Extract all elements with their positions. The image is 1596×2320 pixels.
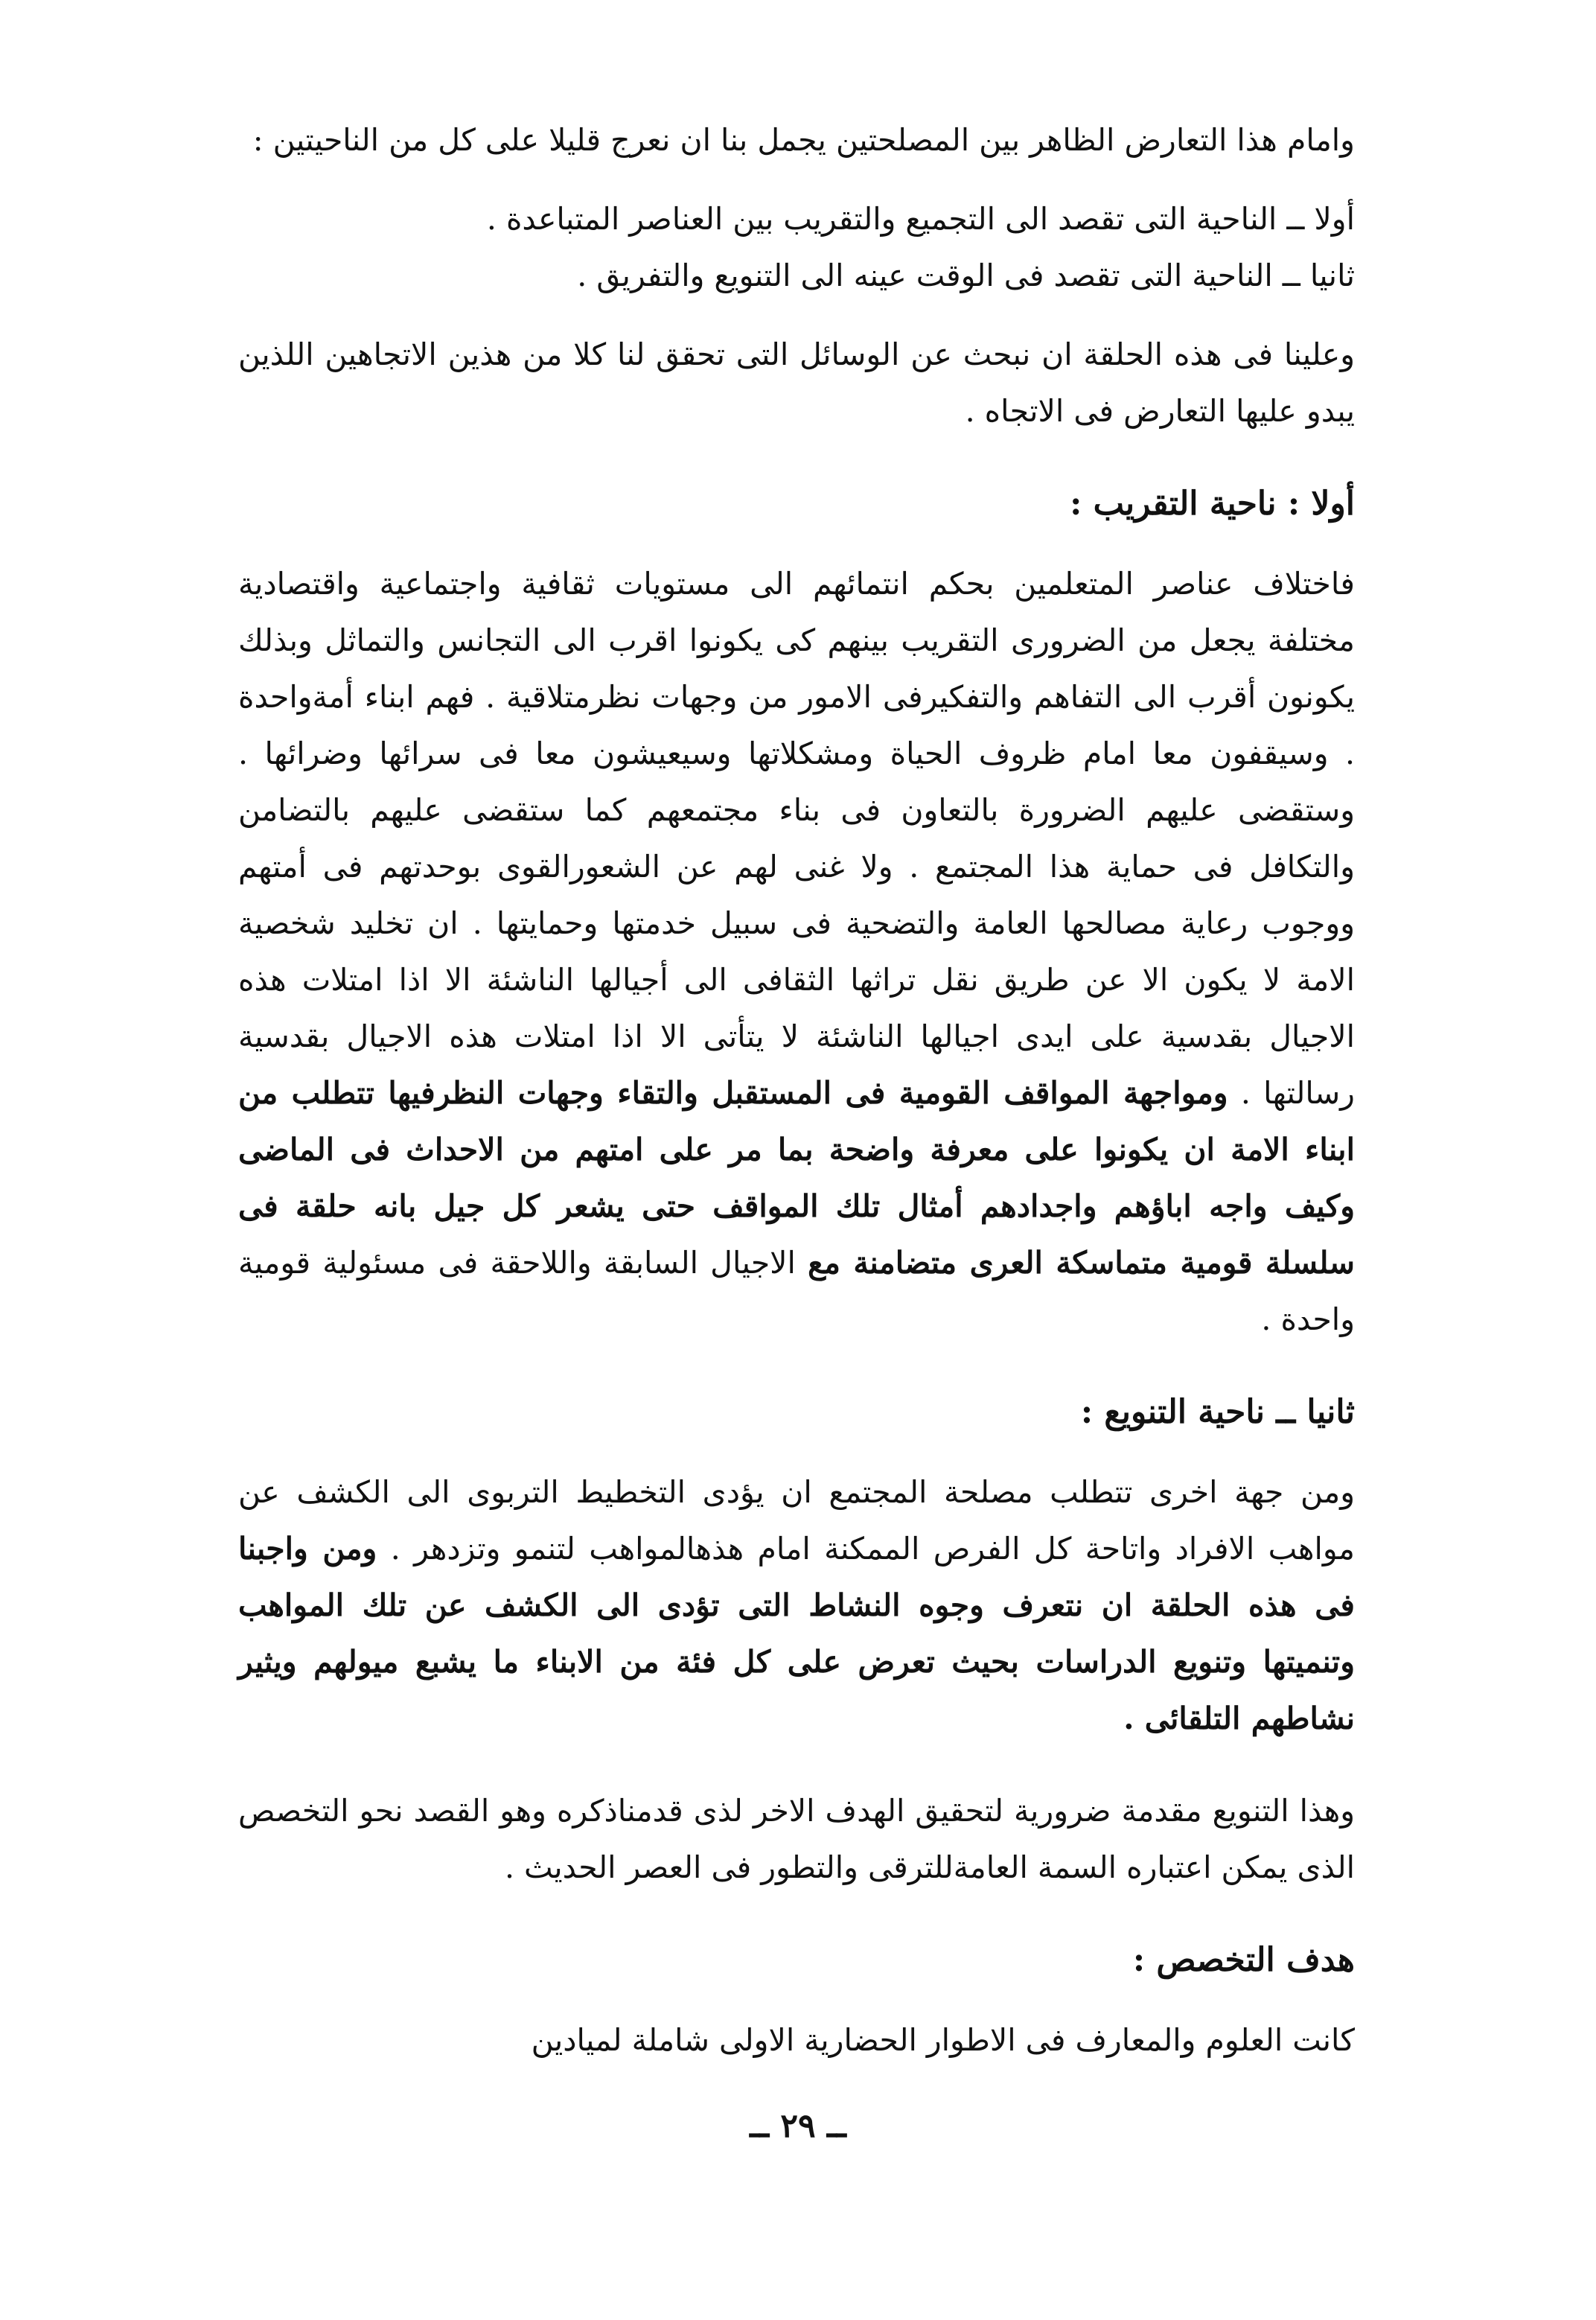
section-heading-specialization: هدف التخصص : — [1132, 1941, 1355, 1979]
point-two: ثانيا ــ الناحية التى تقصد فى الوقت عينه الى التنويع والتفريق . — [577, 258, 1355, 293]
page-number: ــ ٢٩ ــ — [750, 2107, 846, 2145]
document-page — [238, 112, 1355, 2068]
section-heading-approximation: أولا : ناحية التقريب : — [1070, 485, 1355, 523]
point-one: أولا ــ الناحية التى تقصد الى التجميع والتقريب بين العناصر المتباعدة . — [486, 201, 1355, 237]
diversification-next-paragraph: وهذا التنويع مقدمة ضرورية لتحقيق الهدف الاخر لذى قدمناذكره وهو القصد نحو التخصص الذى يمكن اعتباره السمة العامةللترقى والتطور فى العصر الحديث . — [238, 1793, 1355, 1885]
diversification-text: ومن جهة اخرى تتطلب مصلحة المجتمع ان يؤدى التخطيط التربوى الى الكشف عن مواهب الافراد واتاحة كل الفرص الممكنة امام هذهالمواهب لتنمو وتزدهر . — [238, 1474, 1355, 1567]
section-heading-diversification: ثانيا ــ ناحية التنويع : — [1080, 1393, 1355, 1431]
specialization-paragraph: كانت العلوم والمعارف فى الاطوار الحضارية الاولى شاملة لميادين — [531, 2022, 1355, 2058]
approximation-bold-text: ومواجهة المواقف القومية فى المستقبل والتقاء وجهات النظرفيها تتطلب من ابناء الامة ان يكونوا على معرفة واضحة بما مر على امتهم من الاحداث فى الماضى وكيف واجه اباؤهم واجدادهم أمثال تلك المواقف حتى يشعر كل جيل بانه حلقة فى سلسلة قومية متماسكة العرى متضامنة مع — [238, 1075, 1355, 1281]
diversification-bold-text: ومن واجبنا فى هذه الحلقة ان نتعرف وجوه النشاط التى تؤدى الى الكشف عن تلك المواهب وتنميتها وتنويع الدراسات بحيث تعرض على كل فئة من الابناء ما يشبع ميولهم ويثير نشاطهم التلقائى . — [238, 1531, 1355, 1736]
intro-paragraph: وامام هذا التعارض الظاهر بين المصلحتين يجمل بنا ان نعرج قليلا على كل من الناحيتين : — [252, 122, 1355, 158]
approximation-text: فاختلاف عناصر المتعلمين بحكم انتمائهم الى مستويات ثقافية واجتماعية واقتصادية مختلفة يجعل من الضرورى التقريب بينهم كى يكونوا اقرب الى التجانس والتماثل وبذلك يكونون أقرب الى التفاهم والتفكيرفى الامور من وجهات نظرمتلاقية . فهم ابناء أمةواحدة . وسيقفون معا امام ظروف الحياة ومشكلاتها وسيعيشون معا فى سرائها وضرائها . وستقضى عليهم الضرورة بالتعاون فى بناء مجتمعهم كما ستقضى عليهم بالتضامن والتكافل فى حماية هذا المجتمع . ولا غنى لهم عن الشعورالقوى بوحدتهم فى أمتهم ووجوب رعاية مصالحها العامة والتضحية فى سبيل خدمتها وحمايتها . ان تخليد شخصية الامة لا يكون الا عن طريق نقل تراثها الثقافى الى أجيالها الناشئة الا اذا امتلات هذه الاجيال بقدسية على ايدى اجيالها الناشئة لا يتأتى الا اذا امتلات هذه الاجيال بقدسية رسالتها . — [238, 566, 1355, 1111]
approximation-paragraph — [238, 555, 1355, 1348]
approximation-end-text: الاجيال السابقة واللاحقة فى مسئولية قومية واحدة . — [238, 1245, 1355, 1337]
task-paragraph: وعلينا فى هذه الحلقة ان نبحث عن الوسائل التى تحقق لنا كلا من هذين الاتجاهين اللذين يبدو عليها التعارض فى الاتجاه . — [238, 337, 1355, 429]
diversification-paragraph — [238, 1464, 1355, 1747]
